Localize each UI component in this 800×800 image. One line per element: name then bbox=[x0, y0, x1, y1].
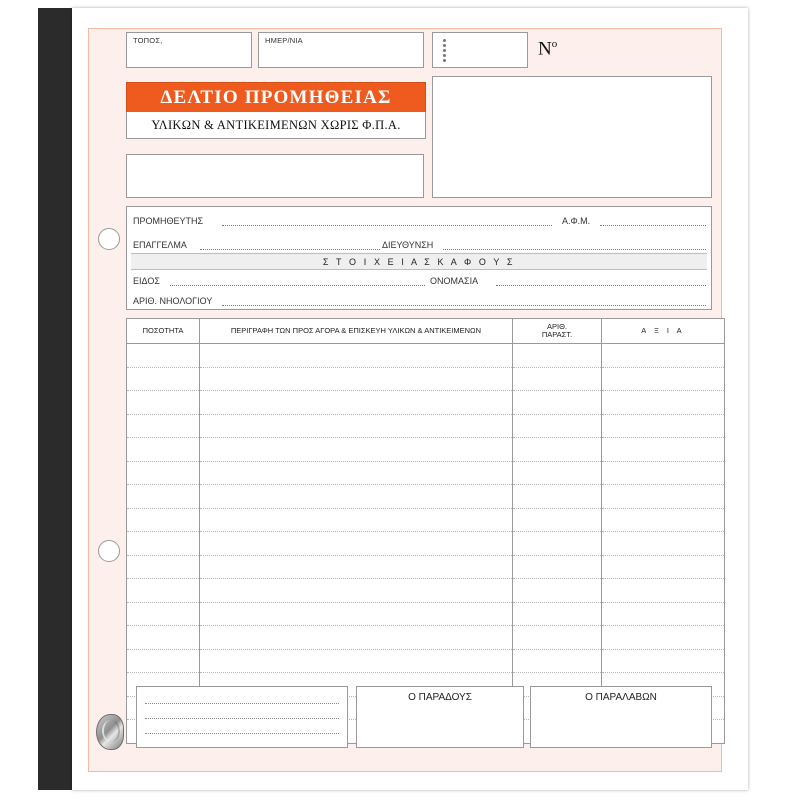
table-cell[interactable] bbox=[200, 532, 513, 556]
deliverer-signature-box[interactable] bbox=[356, 686, 524, 748]
vessel-name-label: ΟΝΟΜΑΣΙΑ bbox=[430, 276, 479, 286]
table-cell[interactable] bbox=[200, 555, 513, 579]
table-row[interactable] bbox=[127, 602, 725, 626]
table-cell[interactable] bbox=[602, 579, 725, 603]
table-row[interactable] bbox=[127, 508, 725, 532]
table-cell[interactable] bbox=[602, 391, 725, 415]
registry-label: ΑΡΙΘ. ΝΗΟΛΟΓΙΟΥ bbox=[133, 296, 213, 306]
table-row[interactable] bbox=[127, 414, 725, 438]
form-subtitle-bar bbox=[126, 112, 426, 139]
binding-clip-icon bbox=[96, 714, 124, 750]
table-cell[interactable] bbox=[513, 579, 602, 603]
company-details-box[interactable] bbox=[432, 76, 712, 198]
afm-input-line[interactable] bbox=[600, 225, 706, 226]
table-cell[interactable] bbox=[127, 438, 200, 462]
table-row[interactable] bbox=[127, 626, 725, 650]
table-cell[interactable] bbox=[513, 508, 602, 532]
receipt-number-line2: ΠΑΡΑΣΤ. bbox=[541, 330, 573, 339]
receipt-number-line1: ΑΡΙΘ. bbox=[546, 321, 567, 331]
date-label: ΗΜΕΡ/ΝΙΑ bbox=[265, 36, 303, 45]
table-cell[interactable] bbox=[602, 438, 725, 462]
footer-notes-box[interactable] bbox=[136, 686, 348, 748]
form-title: ΔΕΛΤΙΟ ΠΡΟΜΗΘΕΙΑΣ bbox=[160, 87, 392, 108]
table-row[interactable] bbox=[127, 367, 725, 391]
table-cell[interactable] bbox=[200, 485, 513, 509]
kind-label: ΕΙΔΟΣ bbox=[133, 276, 160, 286]
table-cell[interactable] bbox=[513, 555, 602, 579]
form-subtitle: ΥΛΙΚΩΝ & ΑΝΤΙΚΕΙΜΕΝΩΝ ΧΩΡΙΣ Φ.Π.Α. bbox=[151, 117, 401, 132]
table-cell[interactable] bbox=[127, 532, 200, 556]
table-cell[interactable] bbox=[200, 367, 513, 391]
table-row[interactable] bbox=[127, 485, 725, 509]
table-cell[interactable] bbox=[513, 414, 602, 438]
receiver-signature-box[interactable] bbox=[530, 686, 712, 748]
table-cell[interactable] bbox=[602, 367, 725, 391]
supplier-label: ΠΡΟΜΗΘΕΥΤΗΣ bbox=[133, 216, 204, 226]
table-cell[interactable] bbox=[127, 391, 200, 415]
table-header-row bbox=[127, 319, 725, 344]
table-cell[interactable] bbox=[127, 485, 200, 509]
table-cell[interactable] bbox=[602, 344, 725, 368]
table-cell[interactable] bbox=[602, 461, 725, 485]
place-label: ΤΟΠΟΣ, bbox=[133, 36, 163, 45]
form-title-bar bbox=[126, 82, 426, 114]
footer-note-line-2 bbox=[145, 718, 339, 719]
footer-note-line-3 bbox=[145, 733, 339, 734]
column-header-quantity: ΠΟΣΟΤΗΤΑ bbox=[127, 319, 200, 344]
left-blank-box[interactable] bbox=[126, 154, 424, 198]
footer-note-line-1 bbox=[145, 703, 339, 704]
table-cell[interactable] bbox=[127, 649, 200, 673]
table-cell[interactable] bbox=[200, 391, 513, 415]
table-cell[interactable] bbox=[513, 367, 602, 391]
supplier-input-line[interactable] bbox=[222, 225, 552, 226]
table-cell[interactable] bbox=[602, 602, 725, 626]
table-cell[interactable] bbox=[200, 602, 513, 626]
table-row[interactable] bbox=[127, 391, 725, 415]
table-cell[interactable] bbox=[127, 602, 200, 626]
profession-label: ΕΠΑΓΓΕΛΜΑ bbox=[133, 240, 187, 250]
table-row[interactable] bbox=[127, 461, 725, 485]
table-cell[interactable] bbox=[513, 485, 602, 509]
table-cell[interactable] bbox=[200, 579, 513, 603]
afm-label: Α.Φ.Μ. bbox=[562, 216, 591, 226]
kind-input-line[interactable] bbox=[170, 285, 425, 286]
table-cell[interactable] bbox=[602, 508, 725, 532]
table-cell[interactable] bbox=[127, 414, 200, 438]
table-cell[interactable] bbox=[602, 532, 725, 556]
receiver-label: Ο ΠΑΡΑΛΑΒΩΝ bbox=[585, 692, 657, 703]
table-cell[interactable] bbox=[602, 626, 725, 650]
address-label: ΔΙΕΥΘΥΝΣΗ bbox=[382, 240, 434, 250]
table-cell[interactable] bbox=[513, 461, 602, 485]
value-header-text: Α Ξ Ι Α bbox=[641, 325, 685, 335]
column-header-receipt-number bbox=[513, 319, 602, 344]
column-header-value bbox=[602, 319, 725, 344]
table-cell[interactable] bbox=[513, 602, 602, 626]
table-cell[interactable] bbox=[127, 367, 200, 391]
table-cell[interactable] bbox=[602, 555, 725, 579]
table-body bbox=[127, 344, 725, 744]
punch-hole-top bbox=[98, 228, 120, 250]
table-row[interactable] bbox=[127, 555, 725, 579]
table-cell[interactable] bbox=[513, 391, 602, 415]
table-cell[interactable] bbox=[602, 485, 725, 509]
vessel-name-input-line[interactable] bbox=[496, 285, 706, 286]
table-cell[interactable] bbox=[200, 508, 513, 532]
table-row[interactable] bbox=[127, 344, 725, 368]
table-cell[interactable] bbox=[200, 438, 513, 462]
items-table bbox=[126, 318, 712, 674]
vessel-section-label: Σ Τ Ο Ι Χ Ε Ι Α Σ Κ Α Φ Ο Υ Σ bbox=[322, 256, 516, 267]
table-cell[interactable] bbox=[127, 461, 200, 485]
address-input-line[interactable] bbox=[443, 249, 706, 250]
table-cell[interactable] bbox=[127, 579, 200, 603]
table-cell[interactable] bbox=[200, 461, 513, 485]
table-cell[interactable] bbox=[127, 508, 200, 532]
vessel-section-bar bbox=[131, 253, 707, 270]
table-cell[interactable] bbox=[200, 649, 513, 673]
table-cell[interactable] bbox=[200, 414, 513, 438]
table-row[interactable] bbox=[127, 649, 725, 673]
punch-hole-bottom bbox=[98, 540, 120, 562]
table-cell[interactable] bbox=[513, 438, 602, 462]
registry-input-line[interactable] bbox=[222, 305, 706, 306]
table-cell[interactable] bbox=[602, 414, 725, 438]
table-cell[interactable] bbox=[513, 626, 602, 650]
table-cell[interactable] bbox=[513, 649, 602, 673]
number-label: $N^o$ bbox=[538, 38, 558, 60]
table-row[interactable] bbox=[127, 579, 725, 603]
table-cell[interactable] bbox=[513, 532, 602, 556]
table-cell[interactable] bbox=[200, 344, 513, 368]
deliverer-label: Ο ΠΑΡΑΔΟΥΣ bbox=[408, 692, 472, 703]
table-cell[interactable] bbox=[602, 649, 725, 673]
table-row[interactable] bbox=[127, 438, 725, 462]
table-row[interactable] bbox=[127, 532, 725, 556]
table-cell[interactable] bbox=[127, 626, 200, 650]
table-cell[interactable] bbox=[127, 344, 200, 368]
table-cell[interactable] bbox=[513, 344, 602, 368]
column-header-description: ΠΕΡΙΓΡΑΦΗ ΤΩΝ ΠΡΟΣ ΑΓΟΡΑ & ΕΠΙΣΚΕΥΗ ΥΛΙΚΩΝ & ΑΝΤΙΚΕΙΜΕΝΩΝ bbox=[200, 319, 513, 344]
profession-input-line[interactable] bbox=[200, 249, 380, 250]
table-cell[interactable] bbox=[200, 626, 513, 650]
binding-strip bbox=[38, 8, 72, 790]
table-cell[interactable] bbox=[127, 555, 200, 579]
perforated-dots-icon bbox=[436, 34, 452, 66]
